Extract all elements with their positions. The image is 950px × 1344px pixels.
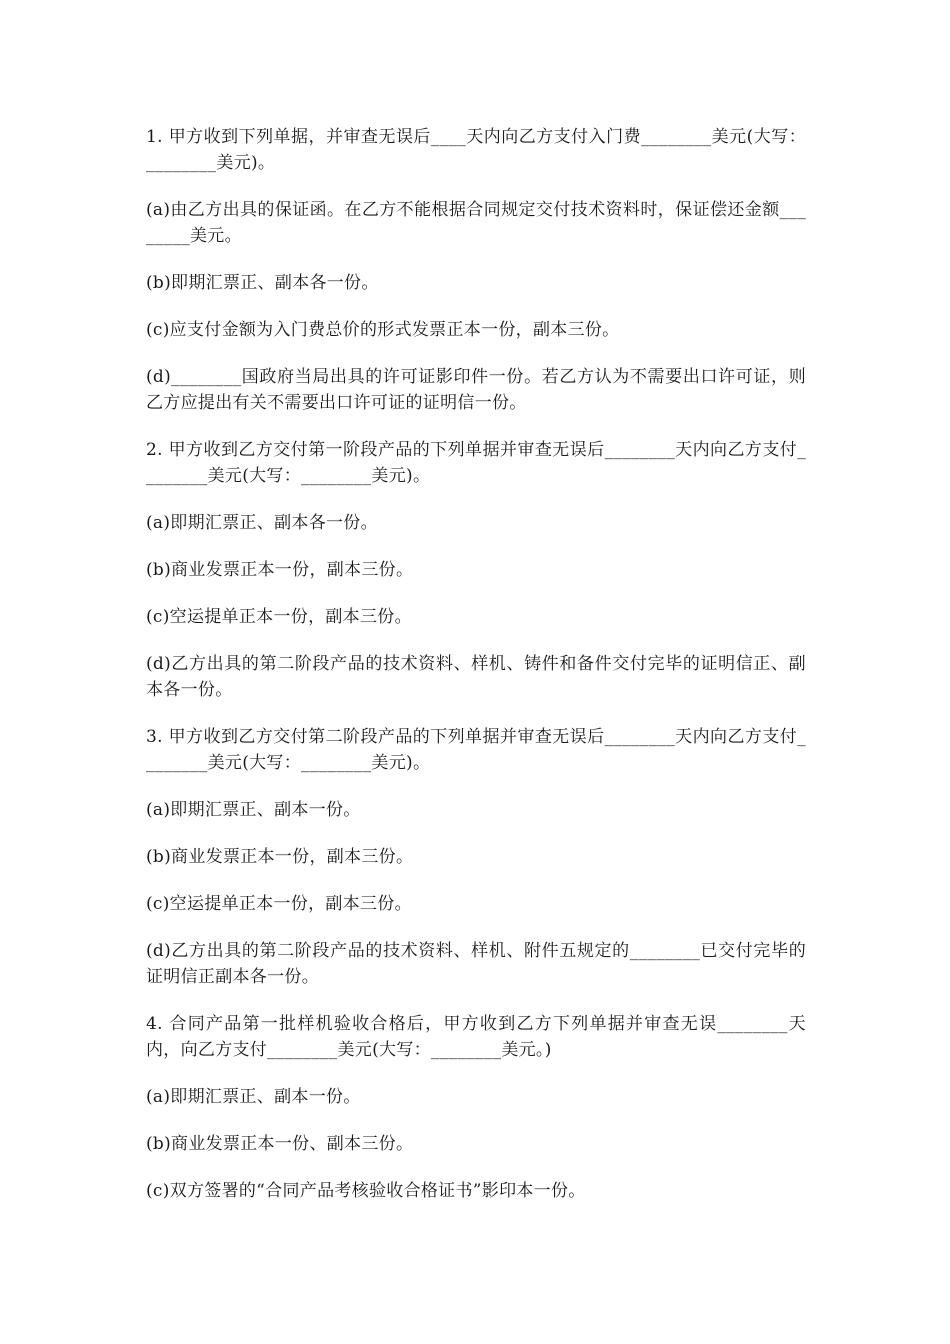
clause-2c: (c)空运提单正本一份，副本三份。 — [146, 607, 412, 627]
document-body — [146, 124, 806, 1225]
clause-4b: (b)商业发票正本一份、副本三份。 — [146, 1134, 414, 1154]
clause-3: 3. 甲方收到乙方交付第二阶段产品的下列单据并审查无误后________天内向乙方支付________美元(大写：________美元)。 — [146, 727, 806, 773]
clause-2a: (a)即期汇票正、副本各一份。 — [146, 513, 378, 533]
clause-2b: (b)商业发票正本一份，副本三份。 — [146, 560, 414, 580]
clause-4a: (a)即期汇票正、副本一份。 — [146, 1087, 361, 1107]
clause-1b: (b)即期汇票正、副本各一份。 — [146, 273, 379, 293]
clause-2d: (d)乙方出具的第二阶段产品的技术资料、样机、铸件和备件交付完毕的证明信正、副本各一份。 — [146, 654, 806, 700]
clause-3d: (d)乙方出具的第二阶段产品的技术资料、样机、附件五规定的________已交付完毕的证明信正副本各一份。 — [146, 941, 806, 987]
clause-1: 1. 甲方收到下列单据，并审查无误后____天内向乙方支付入门费________美元(大写：________美元)。 — [146, 127, 806, 173]
clause-3b: (b)商业发票正本一份，副本三份。 — [146, 847, 414, 867]
clause-4c: (c)双方签署的“合同产品考核验收合格证书”影印本一份。 — [146, 1181, 586, 1201]
clause-2: 2. 甲方收到乙方交付第一阶段产品的下列单据并审查无误后________天内向乙方支付________美元(大写：________美元)。 — [146, 440, 806, 486]
clause-4: 4. 合同产品第一批样机验收合格后，甲方收到乙方下列单据并审查无误________天内，向乙方支付________美元(大写：________美元。) — [146, 1014, 806, 1060]
clause-1d: (d)________国政府当局出具的许可证影印件一份。若乙方认为不需要出口许可证，则乙方应提出有关不需要出口许可证的证明信一份。 — [146, 367, 806, 413]
clause-3c: (c)空运提单正本一份，副本三份。 — [146, 894, 412, 914]
clause-1c: (c)应支付金额为入门费总价的形式发票正本一份，副本三份。 — [146, 320, 620, 340]
clause-1a: (a)由乙方出具的保证函。在乙方不能根据合同规定交付技术资料时，保证偿还金额________美元。 — [146, 200, 806, 246]
clause-3a: (a)即期汇票正、副本一份。 — [146, 800, 361, 820]
